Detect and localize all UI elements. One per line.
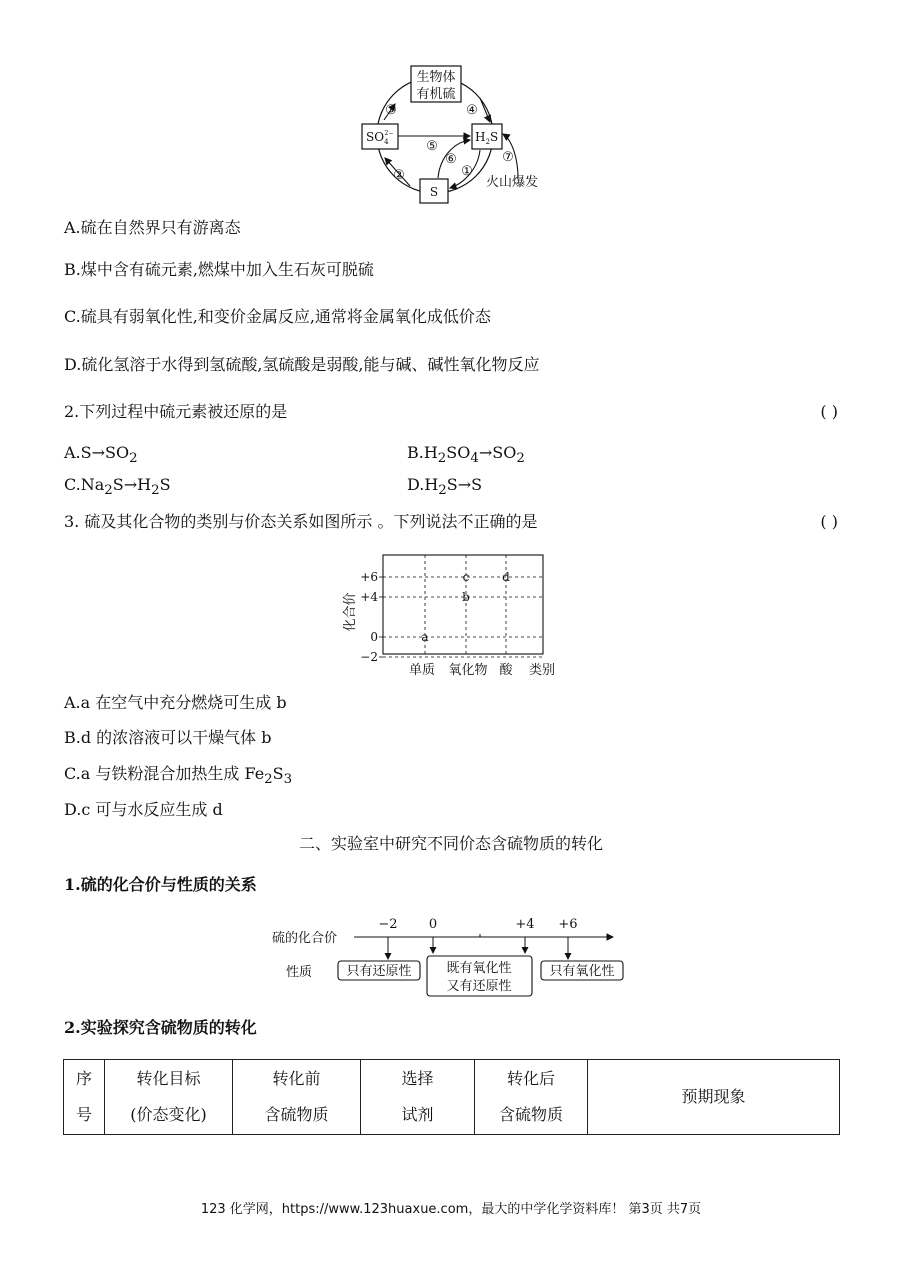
only-oxidizing-text: 只有氧化性 bbox=[549, 964, 615, 979]
q2-stem: 2.下列过程中硫元素被还原的是 bbox=[64, 402, 288, 421]
y-tick-label: 0 bbox=[370, 630, 378, 644]
both-text-2: 又有还原性 bbox=[446, 979, 512, 994]
arrow-4 bbox=[480, 98, 490, 122]
q2-option-d: $D.H_2S\to S$ bbox=[407, 475, 483, 499]
label-4: ④ bbox=[466, 103, 478, 118]
q3-answer-paren: ( ) bbox=[820, 512, 838, 531]
point-c: c bbox=[462, 570, 470, 584]
table-header-row bbox=[64, 1060, 840, 1135]
label-6: ⑥ bbox=[445, 152, 457, 167]
col-reagent: 选择 试剂 bbox=[361, 1060, 475, 1135]
sulfate-label: $SO_42-$ bbox=[366, 130, 394, 146]
x-category-label: 单质 bbox=[408, 663, 436, 678]
organic-sulfur-line2: 有机硫 bbox=[416, 87, 456, 102]
q2-option-a: $A.S\to SO_2$ bbox=[64, 443, 138, 467]
point-d: d bbox=[502, 570, 510, 584]
q3-option-c: C.a 与铁粉混合加热生成 $Fe_2S_3$ bbox=[64, 764, 293, 788]
tick-minus2: −2 bbox=[378, 917, 398, 932]
heading-2: 2.实验探究含硫物质的转化 bbox=[64, 1018, 257, 1037]
x-category-label: 氧化物 bbox=[448, 663, 488, 678]
y-tick-label: +4 bbox=[360, 590, 378, 604]
q3-option-b: B.d 的浓溶液可以干燥气体 b bbox=[64, 728, 272, 747]
property-label: 性质 bbox=[286, 965, 313, 980]
experiment-table bbox=[63, 1059, 840, 1135]
tick-plus6: +6 bbox=[558, 917, 578, 932]
label-5: ⑤ bbox=[426, 139, 438, 154]
q3-stem: 3. 硫及其化合物的类别与价态关系如图所示 。下列说法不正确的是 bbox=[64, 512, 538, 531]
valence-category-chart bbox=[330, 550, 570, 685]
only-reducing-text: 只有还原性 bbox=[346, 964, 412, 979]
tick-plus4: +4 bbox=[515, 917, 535, 932]
q3-option-a: A.a 在空气中充分燃烧可生成 b bbox=[64, 693, 287, 712]
chart-xlabel: 类别 bbox=[528, 663, 556, 678]
y-tick-label: +6 bbox=[360, 570, 378, 584]
page-footer: 123 化学网，https://www.123huaxue.com，最大的中学化学资料库！ 第3页 共7页 bbox=[200, 1202, 702, 1217]
label-1: ① bbox=[461, 164, 473, 179]
col-index: 序 号 bbox=[64, 1060, 105, 1135]
sulfur-label: S bbox=[429, 185, 439, 199]
q3-option-d: D.c 可与水反应生成 d bbox=[64, 800, 223, 819]
q2-option-c: $C.Na_2S\to H_2S$ bbox=[64, 475, 171, 499]
label-7: ⑦ bbox=[502, 150, 514, 165]
col-goal: 转化目标 (价态变化) bbox=[105, 1060, 233, 1135]
x-category-label: 酸 bbox=[499, 663, 513, 678]
y-tick-label: −2 bbox=[360, 650, 378, 664]
heading-1: 1.硫的化合价与性质的关系 bbox=[64, 875, 257, 894]
axis-label: 硫的化合价 bbox=[272, 931, 338, 946]
both-text-1: 既有氧化性 bbox=[446, 961, 512, 976]
q1-option-d: D.硫化氢溶于水得到氢硫酸,氢硫酸是弱酸,能与碱、碱性氧化物反应 bbox=[64, 355, 540, 374]
sulfur-cycle-diagram bbox=[340, 58, 560, 208]
chart-ylabel: 化合价 bbox=[343, 592, 358, 632]
q2-option-b: $B.H_2SO_4\to SO_2$ bbox=[407, 443, 525, 467]
col-after: 转化后 含硫物质 bbox=[475, 1060, 588, 1135]
col-phenomenon: 预期现象 bbox=[588, 1060, 840, 1135]
q1-option-c: C.硫具有弱氧化性,和变价金属反应,通常将金属氧化成低价态 bbox=[64, 307, 491, 326]
volcano-label: 火山爆发 bbox=[486, 175, 539, 190]
tick-0: 0 bbox=[428, 917, 438, 932]
q2-answer-paren: ( ) bbox=[820, 402, 838, 421]
section-title: 二、实验室中研究不同价态含硫物质的转化 bbox=[298, 834, 603, 853]
label-2: ② bbox=[393, 168, 405, 183]
organic-sulfur-line1: 生物体 bbox=[416, 70, 456, 85]
q1-option-b: B.煤中含有硫元素,燃煤中加入生石灰可脱硫 bbox=[64, 260, 374, 279]
valence-property-diagram bbox=[268, 912, 628, 1002]
col-before: 转化前 含硫物质 bbox=[233, 1060, 361, 1135]
point-a: a bbox=[421, 630, 429, 644]
point-b: b bbox=[462, 590, 470, 604]
q1-option-a: A.硫在自然界只有游离态 bbox=[64, 218, 241, 237]
label-3: ③ bbox=[385, 103, 397, 118]
h2s-label: $H_2S$ bbox=[475, 130, 499, 146]
